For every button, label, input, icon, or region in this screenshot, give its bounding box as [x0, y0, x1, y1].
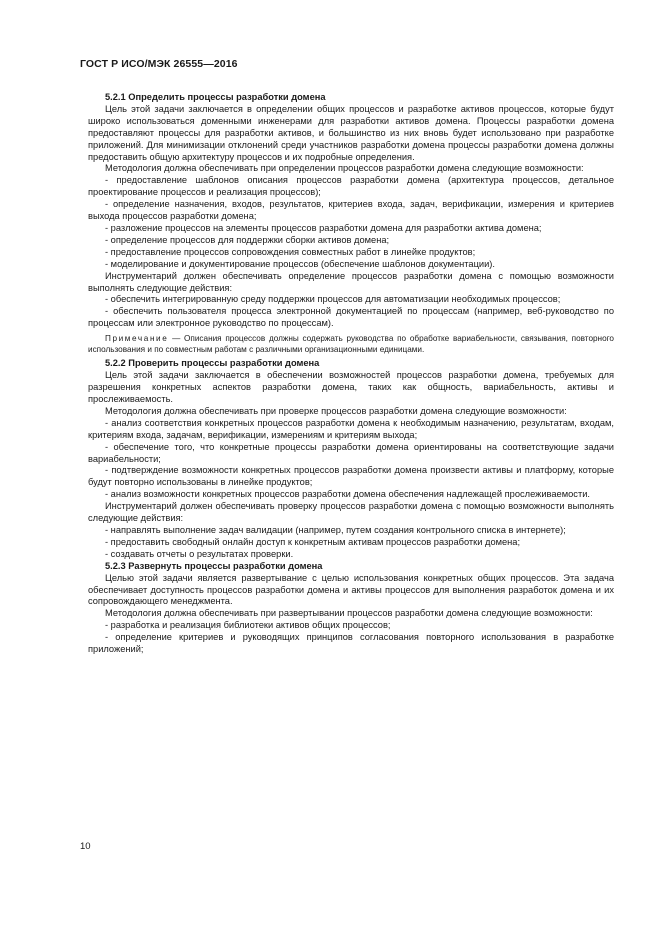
- body-paragraph: Инструментарий должен обеспечивать определение процессов разработки домена с помощью возможности выполнять следующие действия:: [88, 270, 614, 293]
- list-item: - моделирование и документирование процессов (обеспечение шаблонов документации).: [105, 258, 495, 269]
- list-item: - направлять выполнение задач валидации (например, путем создания контрольного списка в интернете);: [105, 525, 566, 535]
- list-item: - разложение процессов на элементы процессов разработки домена для разработки актива домена;: [105, 222, 542, 233]
- body-paragraph: Инструментарий должен обеспечивать проверку процессов разработки домена с помощью возможности выполнять следующие действия:: [88, 501, 614, 524]
- list-item: - разработка и реализация библиотеки активов общих процессов;: [105, 620, 391, 631]
- body-paragraph: Цель этой задачи заключается в определении общих процессов и разработке активов процессов, которые будут широко использоваться доменными инженерами для разработки активов домена. Процессы разработки домена предоставляют процессы для разработки активов, и большинство из них вновь будет использовано при разработке приложений. Для минимизации отклонений среди участников разработки домена процессы разработки домена должны предоставить общую архитектуру процессов и их подробные определения.: [88, 103, 614, 162]
- note-text: — Описания процессов должны содержать руководства по обработке вариабельности, связывания, повторного использования и по совместным работам с различными организационными единицами.: [88, 334, 614, 354]
- section-heading: 5.2.3 Развернуть процессы разработки домена: [105, 560, 323, 571]
- list-item: - обеспечение того, что конкретные процессы разработки домена ориентированы на соответствующие задачи вариабельности;: [88, 441, 614, 464]
- section-heading: 5.2.2 Проверить процессы разработки домена: [105, 358, 320, 369]
- section-heading: 5.2.1 Определить процессы разработки домена: [105, 92, 326, 102]
- body-paragraph: Методология должна обеспечивать при определении процессов разработки домена следующие возможности:: [105, 163, 584, 174]
- list-item: - определение процессов для поддержки сборки активов домена;: [105, 234, 390, 245]
- list-item: - обеспечить пользователя процесса электронной документацией по процессам (например, веб-руководство по процессам или электронное руководство по процессам).: [88, 306, 614, 329]
- list-item: - создавать отчеты о результатах проверки.: [105, 548, 294, 559]
- list-item: - определение назначения, входов, результатов, критериев входа, задач, верификации, измерения и критериев выхода процессов разработки домена;: [88, 199, 614, 222]
- list-item: - обеспечить интегрированную среду поддержки процессов для автоматизации необходимых процессов;: [105, 294, 561, 305]
- list-item: - предоставление шаблонов описания процессов разработки домена (архитектура процессов, детальное проектирование процессов и реализация процессов);: [88, 175, 614, 198]
- list-item: - подтверждение возможности конкретных процессов разработки домена произвести активы и платформу, которые будут повторно использованы в линейке продуктов;: [88, 465, 614, 488]
- note-label: Примечание: [105, 334, 169, 344]
- document-body: [88, 92, 614, 656]
- body-paragraph: Целью этой задачи является развертывание с целью использования конкретных общих процессов. Эта задача обеспечивает доступность процессов разработки домена и активы процессов для выполнения разработок домена и их сопровождающего менеджмента.: [88, 572, 614, 607]
- page-number: 10: [80, 841, 91, 852]
- body-paragraph: Методология должна обеспечивать при развертывании процессов разработки домена следующие возможности:: [105, 608, 593, 619]
- list-item: - предоставление процессов сопровождения совместных работ в линейке продуктов;: [105, 246, 476, 257]
- list-item: - предоставить свободный онлайн доступ к конкретным активам процессов разработки домена;: [105, 536, 521, 547]
- body-paragraph: Методология должна обеспечивать при проверке процессов разработки домена следующие возможности:: [105, 405, 567, 416]
- document-header: ГОСТ Р ИСО/МЭК 26555—2016: [80, 58, 238, 70]
- list-item: - определение критериев и руководящих принципов согласования повторного использования в разработке приложений;: [88, 632, 614, 655]
- list-item: - анализ соответствия конкретных процессов разработки домена к необходимым назначению, результатам, входам, критериям входа, задачам, верификации, измерениям и критериям выхода;: [88, 417, 614, 440]
- note-paragraph: [88, 334, 614, 355]
- body-paragraph: Цель этой задачи заключается в обеспечении возможностей процессов разработки домена, требуемых для разрешения конкретных аспектов разработки домена, таких как общность, вариабельность, активы и прослеживаемость.: [88, 370, 614, 405]
- list-item: - анализ возможности конкретных процессов разработки домена обеспечения надлежащей прослеживаемости.: [105, 489, 590, 500]
